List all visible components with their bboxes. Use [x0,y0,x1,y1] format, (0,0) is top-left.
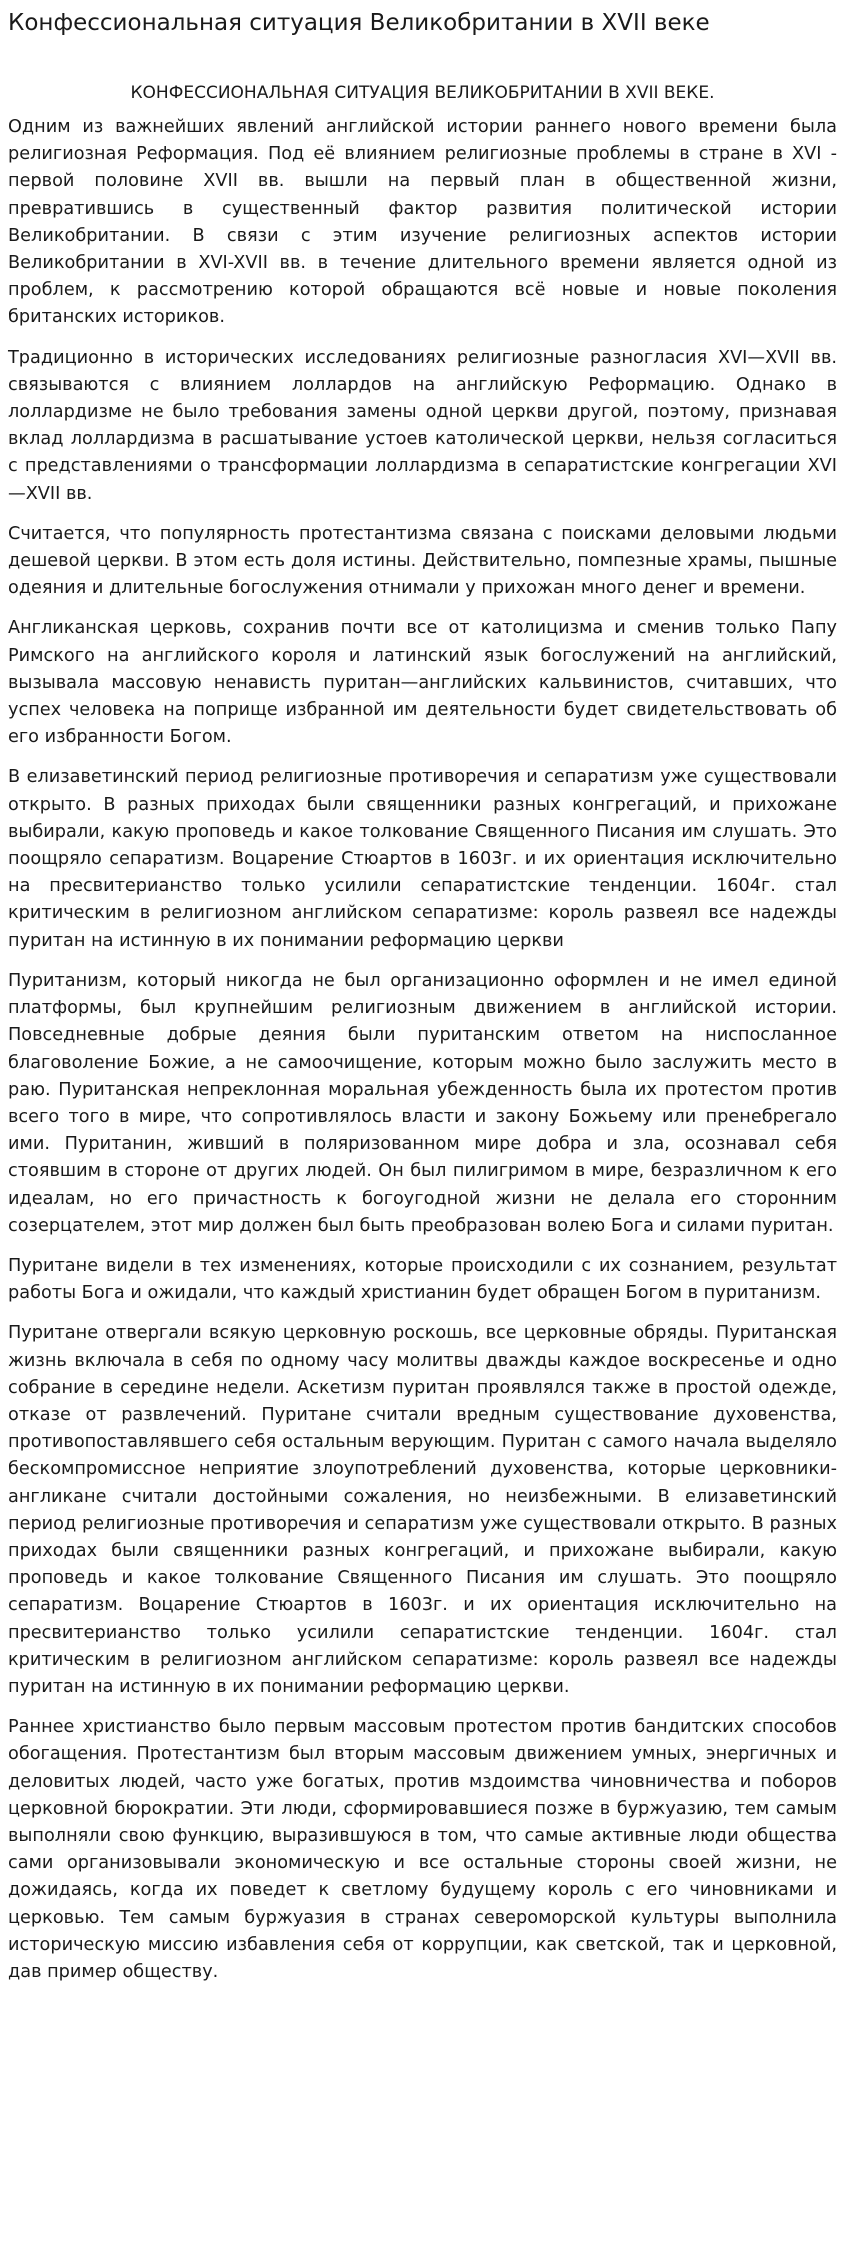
document-heading: КОНФЕССИОНАЛЬНАЯ СИТУАЦИЯ ВЕЛИКОБРИТАНИИ В XVII ВЕКЕ. [130,83,715,103]
paragraph-7: Пуритане видели в тех изменениях, которые происходили с их сознанием, результат работы Бога и ожидали, что каждый христианин будет обращен Богом в пуританизм. [8,1255,837,1304]
paragraph-9: Раннее христианство было первым массовым протестом против бандитских способов обогащения. Протестантизм был вторым массовым движением умных, энергичных и деловитых людей, часто уже богатых, против мздоимства чиновничества и поборов церковной бюрократии. Эти люди, сформировавшиеся позже в буржуазию, тем самым выполняли свою функцию, выразившуюся в том, что самые активные люди общества сами организовывали экономическую и все остальные стороны своей жизни, не дожидаясь, когда их поведет к светлому будущему король с его чиновниками и церковью. Тем самым буржуазия в странах североморской культуры выполнила историческую миссию избавления себя от коррупции, как светской, так и церковной, дав пример обществу. [8,1717,837,1982]
paragraph-2: Традиционно в исторических исследованиях религиозные разногласия XVI—XVII вв. связываются с влиянием лоллардов на английскую Реформацию. Однако в лоллардизме не было требования замены одной церкви другой, поэтому, признавая вклад лоллардизма в расшатывание устоев католической церкви, нельзя согласиться с представлениями о трансформации лоллардизма в сепаратистские конгрегации XVI—XVII вв. [8,347,837,504]
paragraph-1: Одним из важнейших явлений английской истории раннего нового времени была религиозная Реформация. Под её влиянием религиозные проблемы в стране в XVI - первой половине XVII вв. вышли на первый план в общественной жизни, превратившись в существенный фактор развития политической истории Великобритании. В связи с этим изучение религиозных аспектов истории Великобритании в XVI-XVII вв. в течение длительного времени является одной из проблем, к рассмотрению которой обращаются всё новые и новые поколения британских историков. [8,117,837,328]
page-title: Конфессиональная ситуация Великобритании в XVII веке [8,10,710,36]
paragraph-3: Считается, что популярность протестантизма связана с поисками деловыми людьми дешевой церкви. В этом есть доля истины. Действительно, помпезные храмы, пышные одеяния и длительные богослужения отнимали у прихожан много денег и времени. [8,523,837,599]
document-body [8,114,837,1986]
paragraph-5: В елизаветинский период религиозные противоречия и сепаратизм уже существовали открыто. В разных приходах были священники разных конгрегаций, и прихожане выбирали, какую проповедь и какое толкование Священного Писания им слушать. Это поощряло сепаратизм. Воцарение Стюартов в 1603г. и их ориентация исключительно на пресвитерианство только усилили сепаратистские тенденции. 1604г. стал критическим в религиозном английском сепаратизме: король развеял все надежды пуритан на истинную в их понимании реформацию церкви [8,767,837,951]
paragraph-8: Пуритане отвергали всякую церковную роскошь, все церковные обряды. Пуританская жизнь включала в себя по одному часу молитвы дважды каждое воскресенье и одно собрание в середине недели. Аскетизм пуритан проявлялся также в простой одежде, отказе от развлечений. Пуритане считали вредным существование духовенства, противопоставлявшего себя остальным верующим. Пуритан с самого начала выделяло бескомпромиссное неприятие злоупотреблений духовенства, которые церковники-англикане считали достойными сожаления, но неизбежными. В елизаветинский период религиозные противоречия и сепаратизм уже существовали открыто. В разных приходах были священники разных конгрегаций, и прихожане выбирали, какую проповедь и какое толкование Священного Писания им слушать. Это поощряло сепаратизм. Воцарение Стюартов в 1603г. и их ориентация исключительно на пресвитерианство только усилили сепаратистские тенденции. 1604г. стал критическим в религиозном английском сепаратизме: король развеял все надежды пуритан на истинную в их понимании реформацию церкви. [8,1323,837,1697]
paragraph-6: Пуританизм, который никогда не был организационно оформлен и не имел единой платформы, был крупнейшим религиозным движением в английской истории. Повседневные добрые деяния были пуританским ответом на ниспосланное благоволение Божие, а не самоочищение, которым можно было заслужить место в раю. Пуританская непреклонная моральная убежденность была их протестом против всего того в мире, что сопротивлялось власти и закону Божьему или пренебрегало ими. Пуританин, живший в поляризованном мире добра и зла, осознавал себя стоявшим в стороне от других людей. Он был пилигримом в мире, безразличном к его идеалам, но его причастность к богоугодной жизни не делала его сторонним созерцателем, этот мир должен был быть преобразован волею Бога и силами пуритан. [8,970,837,1236]
paragraph-4: Англиканская церковь, сохранив почти все от католицизма и сменив только Папу Римского на английского короля и латинский язык богослужений на английский, вызывала массовую ненависть пуритан—английских кальвинистов, считавших, что успех человека на поприще избранной им деятельности будет свидетельствовать об его избранности Богом. [8,618,837,748]
